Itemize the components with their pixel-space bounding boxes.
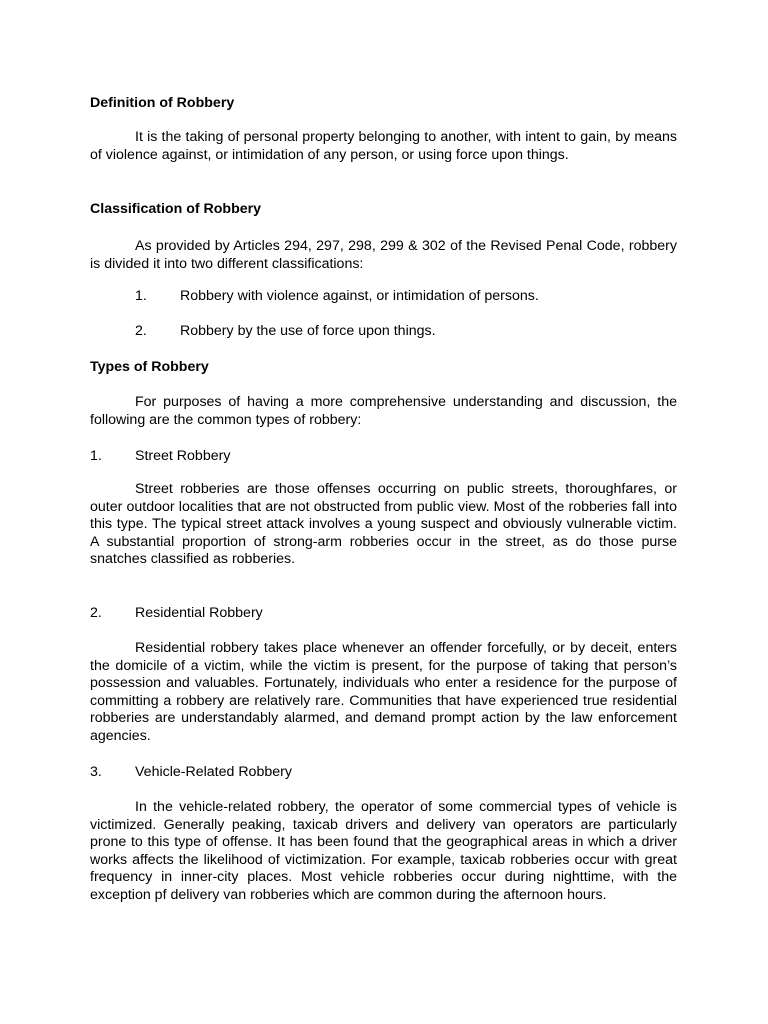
paragraph-definition: It is the taking of personal property belonging to another, with intent to gain, by means of violence against, or intimidation of any person, or using force upon things. <box>90 129 677 163</box>
paragraph-residential-robbery: Residential robbery takes place whenever an offender forcefully, or by deceit, enters the domicile of a victim, while the victim is present, for the purpose of taking that person’s possession and valuables. Fortunately, individuals who enter a residence for the purpose of committing a robbery are relatively rare. Communities that have experienced true residential robberies are understandably alarmed, and demand prompt action by the law enforcement agencies. <box>90 640 677 744</box>
list-text: Robbery by the use of force upon things. <box>180 323 436 339</box>
heading-definition: Definition of Robbery <box>90 95 235 111</box>
classification-item <box>90 288 677 306</box>
type-title-text: Residential Robbery <box>135 605 263 621</box>
list-number: 3. <box>90 764 102 780</box>
heading-types: Types of Robbery <box>90 359 209 375</box>
list-number: 2. <box>90 605 102 621</box>
paragraph-vehicle-robbery: In the vehicle-related robbery, the operator of some commercial types of vehicle is victimized. Generally peaking, taxicab drivers and delivery van operators are particularly prone to this type of offense. It has been found that the geographical areas in which a driver works affects the likelihood of victimization. For example, taxicab robberies occur with great frequency in inner-city places. Most vehicle robberies occur during nighttime, with the exception pf delivery van robberies which are common during the afternoon hours. <box>90 799 677 903</box>
list-text: Robbery with violence against, or intimidation of persons. <box>180 288 539 304</box>
list-number: 1. <box>135 288 147 304</box>
type-title <box>90 448 677 466</box>
heading-classification: Classification of Robbery <box>90 201 262 217</box>
paragraph-classification: As provided by Articles 294, 297, 298, 299 & 302 of the Revised Penal Code, robbery is divided it into two different classifications: <box>90 238 677 272</box>
paragraph-types: For purposes of having a more comprehensive understanding and discussion, the following are the common types of robbery: <box>90 394 677 428</box>
paragraph-street-robbery: Street robberies are those offenses occurring on public streets, thoroughfares, or outer outdoor localities that are not obstructed from public view. Most of the robberies fall into this type. The typical street attack involves a young suspect and obviously vulnerable victim. A substantial proportion of strong-arm robberies occur in the street, as do those purse snatches classified as robberies. <box>90 481 677 568</box>
type-title-text: Vehicle-Related Robbery <box>135 764 292 780</box>
type-title <box>90 605 677 623</box>
type-title-text: Street Robbery <box>135 448 231 464</box>
list-number: 2. <box>135 323 147 339</box>
list-number: 1. <box>90 448 102 464</box>
classification-item <box>90 323 677 341</box>
type-title <box>90 764 677 782</box>
